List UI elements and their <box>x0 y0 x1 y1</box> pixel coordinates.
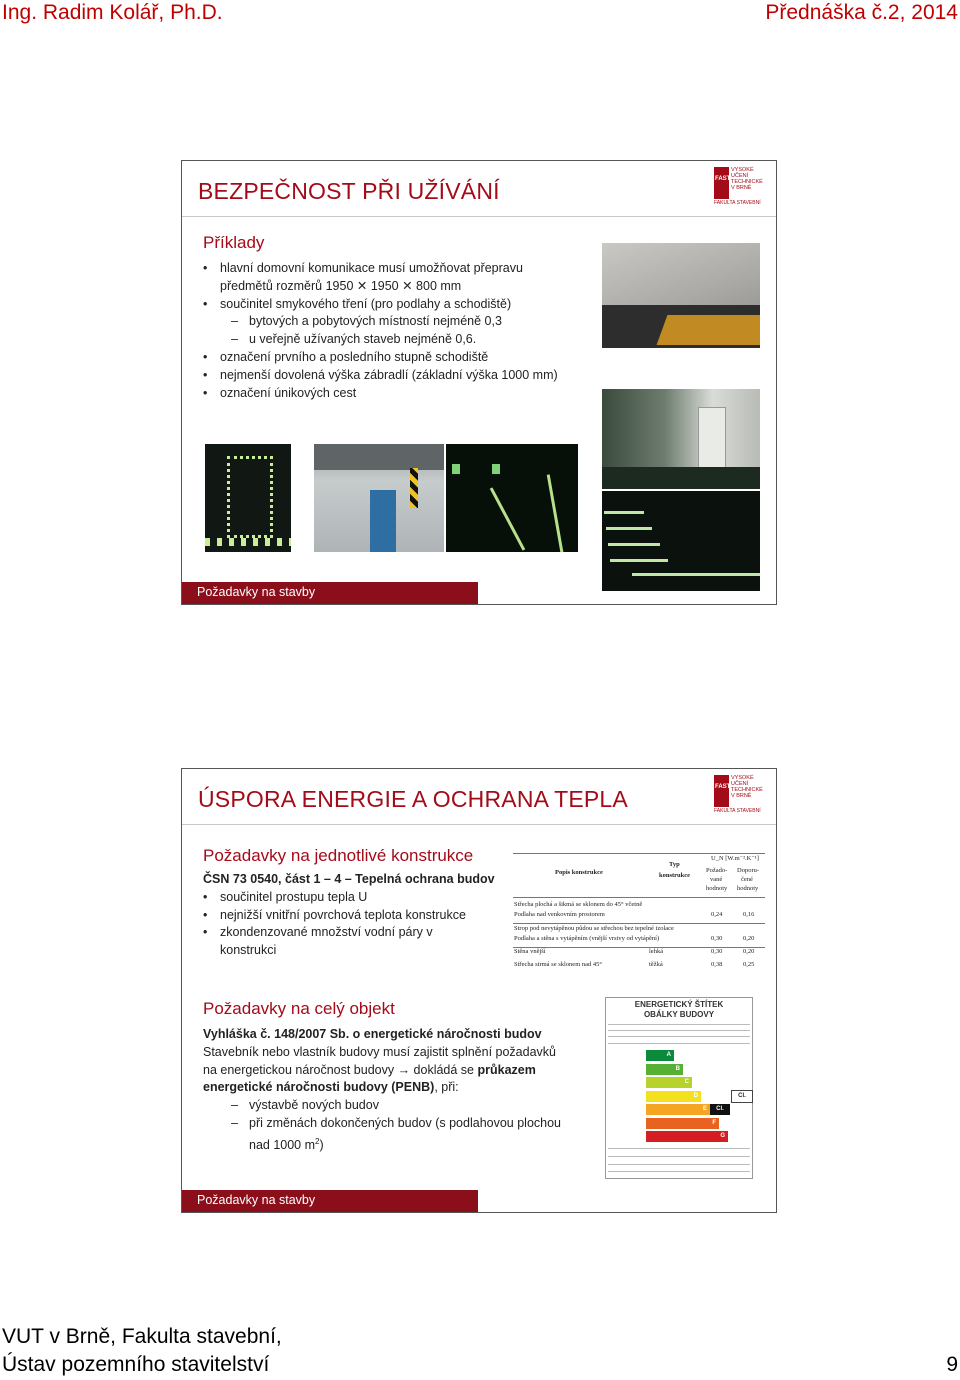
energy-label-title-line: ENERGETICKÝ ŠTÍTEK <box>634 1000 724 1009</box>
dash-item-text: nad 1000 m <box>249 1137 316 1152</box>
slide-title-bar <box>182 769 776 825</box>
slide-footer-bar <box>182 582 478 604</box>
paragraph-line: Stavebník nebo vlastník budovy musí zajistit splnění požadavků <box>203 1044 556 1059</box>
table-cell-required: 0,24 <box>711 911 723 918</box>
slide-footer-bar <box>182 1190 478 1212</box>
table-cell-description: Podlaha a stěna s vytápěním (vnější vrstvy od vytápění) <box>514 935 660 942</box>
table-cell-description: Stěna vnější <box>514 948 546 955</box>
energy-class-bar <box>646 1104 710 1115</box>
slide-title: BEZPEČNOST PŘI UŽÍVÁNÍ <box>198 178 500 204</box>
sub-list-item: – u veřejně užívaných staveb nejméně 0,6. <box>203 331 603 349</box>
garage-photo <box>314 444 444 552</box>
logo-mark <box>714 167 729 199</box>
table-header: vané <box>710 876 723 883</box>
stair-edge-photo <box>602 243 760 348</box>
energy-class-bar <box>646 1131 728 1142</box>
decree-line <box>203 1026 603 1044</box>
table-cell-description: Střecha plochá a šikmá se sklonem do 45° včetně <box>514 901 643 908</box>
table-cell-description: Podlaha nad venkovním prostorem <box>514 911 605 918</box>
energy-class-bar <box>646 1118 719 1129</box>
logo-box-text: FAST <box>715 784 731 790</box>
list-item: • součinitel smykového tření (pro podlahy a schodiště) <box>203 296 603 314</box>
list-item: • zkondenzované množství vodní páry v <box>203 924 513 942</box>
paragraph-text: na energetickou náročnost budovy → dokládá se <box>203 1062 478 1077</box>
university-logo <box>714 775 768 817</box>
dash-item-text: výstavbě nových budov <box>249 1098 379 1113</box>
list-item: • označení únikových cest <box>203 385 603 403</box>
paragraph-line <box>203 1079 603 1097</box>
energy-class-letter: B <box>675 1065 680 1072</box>
certificate-term: průkazem <box>477 1062 536 1077</box>
table-cell-description: Střecha strmá se sklonem nad 45° <box>514 961 602 968</box>
energy-class-bar <box>646 1050 674 1061</box>
page-number: 9 <box>946 1353 958 1376</box>
table-header: konstrukce <box>659 872 691 879</box>
lecture-number: Přednáška č.2, 2014 <box>765 1 958 24</box>
decree-title: o energetické náročnosti budov <box>349 1027 542 1041</box>
class-marker: Cl. <box>710 1104 730 1115</box>
sub-list-item: – bytových a pobytových místností nejméně 0,3 <box>203 313 603 331</box>
dash-item-continuation <box>203 1133 603 1155</box>
energy-class-letter: D <box>693 1092 698 1099</box>
energy-class-bar <box>646 1064 683 1075</box>
table-cell-type: těžká <box>649 961 663 968</box>
page-footer <box>0 1322 960 1380</box>
dash-item-text: ) <box>319 1137 324 1152</box>
table-header: Požado- <box>706 867 728 874</box>
logo-box-text: FAST <box>715 176 731 182</box>
u-value-table <box>513 853 765 977</box>
table-header: U_N [W.m⁻².K⁻¹] <box>711 855 759 862</box>
logo-mark <box>714 775 729 807</box>
energy-class-letter: E <box>702 1106 707 1112</box>
slide-energy <box>181 768 777 1213</box>
building-requirements-text <box>203 1026 603 1155</box>
page-header <box>0 0 960 28</box>
energy-class-letter: A <box>666 1052 671 1058</box>
dark-garage-photo <box>446 444 578 552</box>
energy-class-letter: G <box>720 1133 725 1139</box>
table-header: hodnoty <box>737 885 759 892</box>
table-header: Doporu- <box>737 867 760 874</box>
list-item: • hlavní domovní komunikace musí umožňovat přepravu <box>203 260 603 278</box>
table-cell-recommended: 0,16 <box>743 911 755 918</box>
standard-reference: ČSN 73 0540, část 1 – 4 – Tepelná ochrana budov <box>203 872 495 886</box>
paragraph-line <box>203 1062 603 1080</box>
table-cell-required: 0,30 <box>711 948 723 955</box>
table-cell-recommended: 0,20 <box>743 948 755 955</box>
table-header: čené <box>741 876 753 883</box>
glowing-stairs-photo <box>602 491 760 591</box>
energy-class-letter: C <box>684 1079 689 1085</box>
dash-item-text: při změnách dokončených budov (s podlahovou plochou <box>249 1115 562 1130</box>
penb-term: energetické náročnosti budovy (PENB) <box>203 1080 435 1095</box>
institute-line: Ústav pozemního stavitelství <box>2 1353 270 1376</box>
list-item: konstrukci <box>220 943 277 958</box>
list-item: předmětů rozměrů 1950 ✕ 1950 ✕ 800 mm <box>220 278 462 293</box>
list-item: • označení prvního a posledního stupně schodiště <box>203 349 603 367</box>
faculty-line: VUT v Brně, Fakulta stavební, <box>2 1325 282 1348</box>
slide-footer-label: Požadavky na stavby <box>197 585 316 599</box>
logo-text: VYSOKÉ UČENÍ TECHNICKÉ V BRNĚ <box>731 775 763 799</box>
logo-subtext: FAKULTA STAVEBNÍ <box>714 200 761 206</box>
table-cell-type: lehká <box>649 948 664 955</box>
table-cell-recommended: 0,25 <box>743 961 755 968</box>
slide-title: ÚSPORA ENERGIE A OCHRANA TEPLA <box>198 786 628 812</box>
author: Ing. Radim Kolář, Ph.D. <box>2 1 223 24</box>
table-cell-required: 0,30 <box>711 935 723 942</box>
luminescent-door-photo <box>205 444 291 552</box>
slide-title-bar <box>182 161 776 217</box>
dash-item: – při změnách dokončených budov (s podlahovou plochou <box>231 1115 562 1130</box>
superscript: 2 <box>315 1136 320 1146</box>
corridor-photo <box>602 389 760 489</box>
table-header: Typ <box>669 861 680 868</box>
paragraph-text: , při: <box>434 1080 459 1095</box>
energy-class-bar <box>646 1077 692 1088</box>
section-heading: Příklady <box>203 233 265 252</box>
dash-item: – výstavbě nových budov <box>231 1098 379 1113</box>
energy-label-image <box>605 997 753 1179</box>
logo-subtext: FAKULTA STAVEBNÍ <box>714 808 761 814</box>
section-heading-constructions: Požadavky na jednotlivé konstrukce <box>203 846 474 865</box>
section-heading-building: Požadavky na celý objekt <box>203 999 395 1018</box>
energy-class-bar <box>646 1091 701 1102</box>
class-marker: Cl. <box>731 1090 753 1103</box>
energy-class-letter: F <box>712 1119 716 1126</box>
table-header: Popis konstrukce <box>555 869 603 876</box>
table-cell-required: 0,38 <box>711 961 723 968</box>
examples-list <box>203 260 603 402</box>
logo-text: VYSOKÉ UČENÍ TECHNICKÉ V BRNĚ <box>731 167 763 191</box>
list-item: • nejnižší vnitřní povrchová teplota konstrukce <box>203 907 513 925</box>
table-cell-description: Strop pod nevytápěnou půdou se střechou bez tepelné izolace <box>514 925 674 932</box>
university-logo <box>714 167 768 209</box>
slide-safety <box>181 160 777 605</box>
slide-footer-label: Požadavky na stavby <box>197 1193 316 1207</box>
table-cell-recommended: 0,20 <box>743 935 755 942</box>
table-header: hodnoty <box>706 885 728 892</box>
list-item: • součinitel prostupu tepla U <box>203 889 513 907</box>
energy-label-title-line: OBÁLKY BUDOVY <box>643 1010 715 1019</box>
decree-number: Vyhláška č. 148/2007 Sb. <box>203 1027 350 1041</box>
construction-requirements-list <box>203 871 513 960</box>
energy-label-title <box>606 1000 752 1020</box>
list-item: • nejmenší dovolená výška zábradlí (základní výška 1000 mm) <box>203 367 603 385</box>
